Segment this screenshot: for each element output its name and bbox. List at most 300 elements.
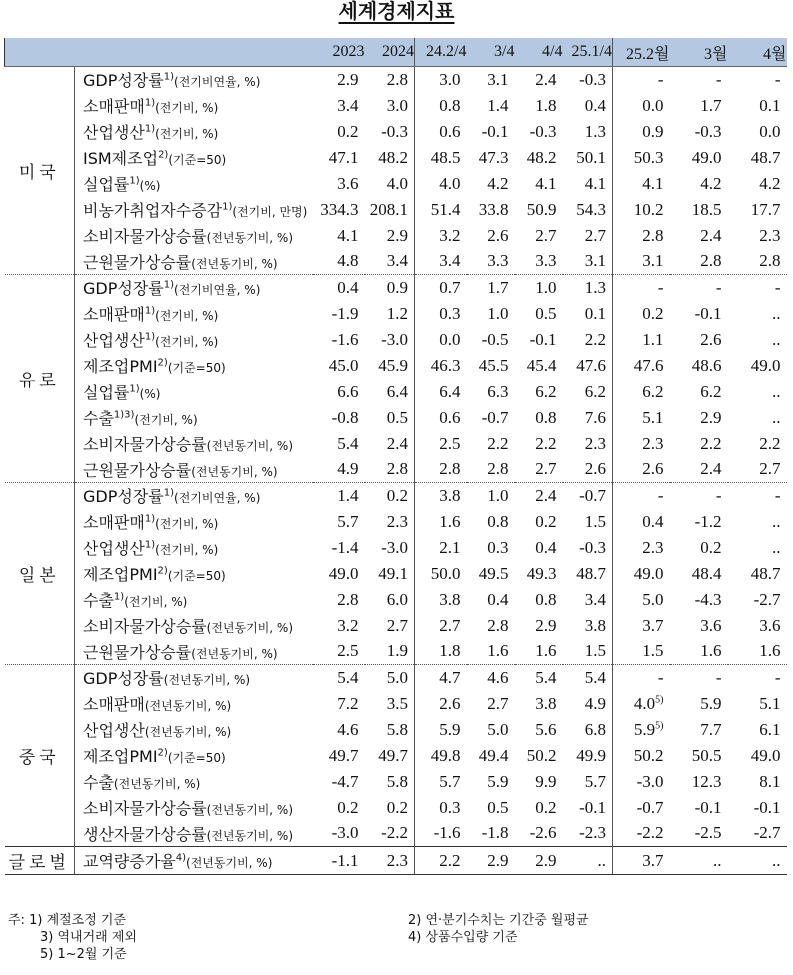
value-text: - — [715, 485, 722, 505]
value-cell — [515, 405, 563, 431]
value-cell — [563, 431, 613, 457]
value-text: 49.0 — [750, 355, 781, 375]
value-text: 5.9 — [439, 719, 461, 739]
value-cell — [313, 535, 365, 561]
value-text: 1.9 — [386, 641, 408, 661]
value-text: 4.9 — [584, 693, 606, 713]
value-text: 45.9 — [378, 355, 408, 375]
value-cell — [313, 509, 365, 535]
value-text: 2.4 — [700, 225, 722, 245]
value-text: 5.9 — [700, 693, 722, 713]
indicator-label — [75, 171, 313, 197]
value-text: 3.6 — [337, 173, 359, 193]
value-cell — [613, 769, 670, 795]
value-cell — [467, 743, 515, 769]
value-cell — [313, 665, 365, 691]
indicator-unit: (기준=50) — [167, 361, 226, 375]
value-text: 4.8 — [337, 251, 359, 271]
value-text: 6.4 — [439, 381, 461, 401]
value-cell — [313, 405, 365, 431]
value-text: 1.2 — [386, 303, 408, 323]
value-text: .. — [772, 381, 781, 401]
table-row — [5, 379, 787, 405]
table-row — [5, 769, 787, 795]
value-text: 2.2 — [439, 850, 461, 870]
value-text: 3.6 — [700, 615, 722, 635]
value-text: -2.7 — [753, 589, 781, 609]
value-cell — [563, 67, 613, 93]
value-text: 2.3 — [386, 511, 408, 531]
value-cell — [515, 171, 563, 197]
value-text: .. — [772, 329, 781, 349]
value-text: 1.0 — [535, 277, 557, 297]
value-text: -0.7 — [579, 485, 606, 505]
value-text: -1.9 — [331, 303, 359, 323]
value-text: 0.2 — [337, 121, 359, 141]
value-text: 1.8 — [439, 641, 461, 661]
indicator-unit: (전년동기비, %) — [206, 231, 294, 245]
value-cell — [365, 847, 415, 875]
value-cell — [313, 379, 365, 405]
footnote-ref: 1) — [144, 513, 156, 525]
table-row — [5, 431, 787, 457]
value-cell — [613, 197, 670, 223]
indicator-unit: (전기비연율, %) — [174, 283, 261, 298]
value-text: 5.8 — [386, 771, 408, 791]
indicator-unit: (전년동기비, %) — [191, 256, 278, 271]
value-cell — [728, 67, 787, 93]
value-cell — [563, 301, 613, 327]
value-cell — [613, 405, 670, 431]
value-cell — [670, 509, 728, 535]
value-text: 3.3 — [535, 251, 557, 271]
value-cell — [728, 483, 787, 509]
value-cell — [728, 379, 787, 405]
value-text: -2.7 — [753, 823, 781, 843]
indicator-name: 소비자물가상승률 — [83, 617, 207, 636]
indicator-label — [75, 145, 313, 171]
indicator-name: 근원물가상승률 — [83, 252, 192, 272]
indicator-name: ISM제조업 — [83, 149, 159, 168]
value-cell — [467, 67, 515, 93]
value-cell — [563, 613, 613, 639]
value-cell — [563, 145, 613, 171]
indicator-unit: (전년동기비, %) — [144, 699, 232, 713]
value-text: 2.7 — [535, 459, 557, 479]
value-cell — [613, 587, 670, 613]
table-row — [5, 119, 787, 145]
value-text: 49.5 — [478, 563, 509, 583]
value-cell — [415, 509, 467, 535]
value-cell — [515, 249, 563, 275]
value-text: 0.3 — [439, 303, 461, 323]
value-cell — [415, 145, 467, 171]
table-row — [5, 613, 787, 639]
value-cell — [613, 275, 670, 301]
footnote-ref: 2) — [157, 357, 168, 369]
value-text: 5.7 — [439, 771, 461, 791]
value-text: 2.8 — [386, 459, 408, 479]
value-text: 5.4 — [535, 667, 557, 687]
value-text: 2.9 — [535, 615, 557, 635]
value-cell — [467, 587, 515, 613]
value-cell — [613, 821, 670, 847]
value-cell — [670, 223, 728, 249]
value-text: 1.3 — [584, 121, 606, 141]
value-text: 0.0 — [759, 121, 781, 141]
value-cell — [415, 405, 467, 431]
value-cell — [467, 457, 515, 483]
indicator-name: 산업생산 — [83, 721, 145, 740]
value-text: 3.5 — [386, 693, 408, 713]
footnote-ref: 1) — [222, 201, 233, 213]
indicator-unit: (전년동기비, %) — [186, 856, 273, 870]
value-text: 33.8 — [478, 199, 509, 219]
value-text: 2.8 — [759, 251, 781, 271]
indicator-name: 근원물가상승률 — [83, 460, 192, 480]
value-text: 50.1 — [576, 147, 606, 167]
table-row — [5, 795, 787, 821]
value-text: 0.5 — [487, 797, 509, 817]
value-text: 50.5 — [691, 745, 722, 765]
value-text: 0.8 — [439, 95, 461, 115]
note-1: 1) 계절조정 기준 — [29, 913, 127, 928]
value-cell — [467, 327, 515, 353]
value-cell — [415, 587, 467, 613]
value-cell — [467, 509, 515, 535]
table-row — [5, 535, 787, 561]
value-text: 3.4 — [439, 251, 461, 271]
value-cell — [728, 769, 787, 795]
value-cell — [563, 847, 613, 875]
value-cell — [515, 67, 563, 93]
indicator-unit: (전기비, %) — [155, 335, 219, 349]
table-row — [5, 483, 787, 509]
value-text: 2.4 — [700, 459, 722, 479]
value-cell — [563, 353, 613, 379]
value-text: 2.6 — [487, 225, 509, 245]
value-text: 4.1 — [642, 173, 664, 193]
footnote-ref: 1) — [144, 97, 156, 109]
value-text: 4.2 — [759, 173, 781, 193]
indicator-unit: (전기비연율, %) — [174, 75, 261, 90]
value-cell — [728, 535, 787, 561]
indicator-unit: (%) — [139, 179, 161, 193]
indicator-label — [75, 717, 313, 743]
value-text: 2.7 — [535, 225, 557, 245]
indicator-label — [75, 67, 313, 93]
value-cell — [415, 379, 467, 405]
indicator-name: 소비자물가상승률 — [83, 799, 207, 818]
value-cell — [365, 483, 415, 509]
value-cell — [670, 821, 728, 847]
indicator-unit: (전기비연율, %) — [174, 491, 261, 506]
value-text: 0.6 — [439, 407, 461, 427]
indicator-name: 교역량증가율 — [83, 852, 176, 871]
value-cell — [515, 639, 563, 665]
value-cell — [670, 301, 728, 327]
value-cell — [563, 93, 613, 119]
value-cell — [467, 249, 515, 275]
indicator-label — [75, 613, 313, 639]
footnote-ref: 1) — [144, 123, 156, 135]
value-cell — [467, 405, 515, 431]
value-cell — [415, 561, 467, 587]
value-cell — [728, 691, 787, 717]
value-text: 0.5 — [535, 303, 557, 323]
indicator-label — [75, 275, 313, 301]
value-cell — [467, 769, 515, 795]
value-cell — [613, 119, 670, 145]
value-cell — [563, 535, 613, 561]
table-row — [5, 587, 787, 613]
value-cell — [670, 743, 728, 769]
value-cell — [613, 145, 670, 171]
value-cell — [467, 145, 515, 171]
value-cell — [563, 717, 613, 743]
value-cell — [563, 639, 613, 665]
value-text: -0.1 — [481, 121, 509, 141]
value-text: 2.8 — [439, 459, 461, 479]
note-5: 5) 1~2월 기준 — [40, 947, 127, 962]
value-text: -0.7 — [636, 797, 664, 817]
col-header: 25.2월 — [613, 38, 670, 67]
value-cell — [613, 483, 670, 509]
col-header: 2023 — [313, 38, 365, 67]
value-text: -0.7 — [481, 407, 509, 427]
value-cell — [728, 561, 787, 587]
value-text: -0.3 — [381, 121, 408, 141]
footnote-ref: 1)3) — [113, 409, 135, 421]
value-cell — [365, 769, 415, 795]
value-text: -2.6 — [529, 823, 557, 843]
region-label: 중국 — [5, 665, 75, 847]
indicator-label — [75, 483, 313, 509]
value-cell — [728, 405, 787, 431]
value-text: 48.7 — [576, 563, 606, 583]
value-cell — [728, 821, 787, 847]
value-text: 0.0 — [642, 95, 664, 115]
value-text: 0.2 — [386, 485, 408, 505]
indicator-name: GDP성장률 — [83, 71, 164, 91]
value-cell — [613, 223, 670, 249]
value-cell — [670, 145, 728, 171]
value-cell — [467, 691, 515, 717]
value-text: - — [657, 667, 664, 687]
value-text: 5.0 — [642, 589, 664, 609]
indicator-name: 수출 — [83, 591, 114, 610]
table-row — [5, 717, 787, 743]
value-cell — [313, 249, 365, 275]
value-text: - — [774, 69, 781, 89]
value-cell — [415, 795, 467, 821]
value-text: 2.3 — [584, 433, 606, 453]
value-cell — [415, 691, 467, 717]
value-text: 2.8 — [386, 69, 408, 89]
value-text: 6.2 — [584, 381, 606, 401]
indicator-unit: (전기비, %) — [155, 517, 219, 531]
value-cell — [467, 847, 515, 875]
region-label: 미국 — [5, 67, 75, 275]
value-text: 1.3 — [584, 277, 606, 297]
value-text: 4.2 — [487, 173, 509, 193]
value-text: .. — [597, 850, 606, 870]
value-text: 51.4 — [430, 199, 461, 219]
value-cell — [728, 145, 787, 171]
value-text: 1.4 — [487, 95, 509, 115]
indicator-label — [75, 405, 313, 431]
indicator-name: 소매판매 — [83, 695, 145, 714]
value-text: 0.6 — [439, 121, 461, 141]
value-text: 0.3 — [439, 797, 461, 817]
indicator-unit: (전기비, %) — [155, 543, 219, 557]
value-cell — [670, 587, 728, 613]
value-text: 54.3 — [576, 199, 606, 219]
table-row — [5, 93, 787, 119]
value-cell — [728, 457, 787, 483]
value-cell — [467, 379, 515, 405]
value-cell — [415, 353, 467, 379]
value-text: 3.8 — [439, 589, 461, 609]
value-cell — [365, 171, 415, 197]
value-text: 48.7 — [750, 563, 781, 583]
value-cell — [613, 431, 670, 457]
value-text: 0.5 — [386, 407, 408, 427]
footnote-ref: 1) — [163, 279, 175, 291]
value-text: 6.6 — [337, 381, 359, 401]
value-cell — [728, 743, 787, 769]
value-cell — [728, 639, 787, 665]
footnote-ref: 4) — [175, 852, 187, 864]
value-cell — [515, 847, 563, 875]
value-cell — [415, 639, 467, 665]
value-text: 49.4 — [478, 745, 509, 765]
value-text: .. — [772, 511, 781, 531]
col-header: 2024 — [365, 38, 415, 67]
value-text: 3.8 — [439, 485, 461, 505]
value-text: 2.4 — [535, 485, 557, 505]
value-text: 47.1 — [328, 147, 359, 167]
value-cell — [415, 119, 467, 145]
value-text: -0.3 — [529, 121, 557, 141]
value-cell — [563, 223, 613, 249]
value-text: 1.7 — [700, 95, 722, 115]
indicator-unit: (전년동기비, %) — [206, 803, 294, 817]
value-cell — [365, 821, 415, 847]
value-cell — [613, 535, 670, 561]
value-cell — [313, 223, 365, 249]
value-text: 4.9 — [337, 459, 359, 479]
value-cell — [670, 431, 728, 457]
value-text: 0.1 — [584, 303, 606, 323]
value-cell — [415, 431, 467, 457]
value-cell — [563, 249, 613, 275]
value-text: 47.6 — [633, 355, 664, 375]
value-cell — [313, 483, 365, 509]
value-text: 2.7 — [759, 459, 781, 479]
value-cell — [670, 561, 728, 587]
value-cell — [728, 301, 787, 327]
value-cell — [613, 847, 670, 875]
value-cell — [365, 509, 415, 535]
indicator-label — [75, 587, 313, 613]
value-text: 1.8 — [535, 95, 557, 115]
indicator-label — [75, 509, 313, 535]
value-cell — [670, 405, 728, 431]
value-cell — [613, 665, 670, 691]
value-text: 0.4 — [535, 537, 557, 557]
value-text: 47.3 — [478, 147, 509, 167]
value-cell — [313, 171, 365, 197]
value-cell — [415, 717, 467, 743]
value-text: 45.0 — [328, 355, 359, 375]
value-text: 8.1 — [759, 771, 781, 791]
col-header: 24.2/4 — [415, 38, 467, 67]
table-body — [5, 67, 787, 875]
value-text: -1.4 — [331, 537, 359, 557]
value-cell — [365, 665, 415, 691]
value-cell — [613, 93, 670, 119]
table-row — [5, 561, 787, 587]
value-text: 2.8 — [487, 615, 509, 635]
value-cell — [613, 457, 670, 483]
header-row — [5, 38, 787, 67]
value-cell — [365, 561, 415, 587]
value-text: 5.4 — [337, 433, 359, 453]
value-cell — [728, 353, 787, 379]
indicator-label — [75, 327, 313, 353]
value-cell — [728, 509, 787, 535]
indicator-name: 소비자물가상승률 — [83, 227, 207, 246]
value-cell — [670, 665, 728, 691]
value-text: 2.4 — [386, 433, 408, 453]
value-text: 2.6 — [642, 459, 664, 479]
value-cell — [728, 795, 787, 821]
value-cell — [365, 93, 415, 119]
table-row — [5, 327, 787, 353]
value-text: 6.1 — [759, 719, 781, 739]
value-text: 2.1 — [439, 537, 461, 557]
value-cell — [563, 483, 613, 509]
value-text: 6.0 — [386, 589, 408, 609]
value-cell — [313, 561, 365, 587]
value-text: 334.3 — [320, 199, 359, 219]
value-text: -2.2 — [381, 823, 408, 843]
value-text: 2.5 — [337, 641, 359, 661]
value-text: .. — [772, 303, 781, 323]
value-cell — [313, 587, 365, 613]
value-text: 50.3 — [633, 147, 664, 167]
value-text: 3.4 — [386, 251, 408, 271]
value-text: 2.7 — [487, 693, 509, 713]
indicator-label — [75, 639, 313, 665]
value-text: -3.0 — [331, 823, 359, 843]
value-cell — [613, 67, 670, 93]
value-cell — [365, 743, 415, 769]
value-text: 3.2 — [337, 615, 359, 635]
value-cell — [515, 119, 563, 145]
value-cell — [515, 353, 563, 379]
value-text: 5.4 — [584, 667, 606, 687]
value-cell — [515, 483, 563, 509]
value-cell — [415, 457, 467, 483]
table-row — [5, 509, 787, 535]
value-text: -0.1 — [529, 329, 557, 349]
value-cell — [313, 691, 365, 717]
value-text: 9.9 — [535, 771, 557, 791]
value-text: -0.8 — [331, 407, 359, 427]
value-cell — [613, 353, 670, 379]
